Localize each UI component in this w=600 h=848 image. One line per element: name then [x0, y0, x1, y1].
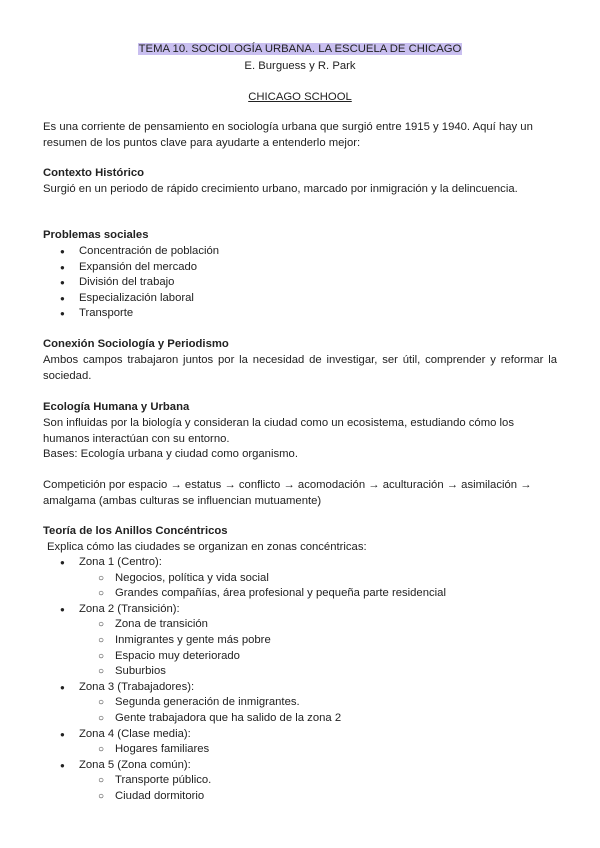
- anillos-intro: Explica cómo las ciudades se organizan en zonas concéntricas:: [47, 541, 367, 553]
- problemas-list: [43, 244, 557, 322]
- list-item: ● Transporte: [43, 306, 557, 322]
- ecologia-bases: Bases: Ecología urbana y ciudad como organismo.: [43, 448, 298, 460]
- ecologia-competicion: Competición por espacio → estatus → conflicto → acomodación → aculturación → asimilación → amalgama (ambas culturas se influencian mutuamente): [43, 479, 532, 507]
- conexion-text: Ambos campos trabajaron juntos por la necesidad de investigar, ser útil, comprender y reformar la sociedad.: [43, 354, 557, 382]
- zone-item: ● Zona 5 (Zona común):: [43, 758, 557, 774]
- zone-subitem: ○ Negocios, política y vida social: [43, 571, 557, 587]
- zone-subitem: ○ Suburbios: [43, 664, 557, 680]
- zone-subitem: ○ Espacio muy deteriorado: [43, 649, 557, 665]
- contexto-text: Surgió en un periodo de rápido crecimiento urbano, marcado por inmigración y la delincuencia.: [43, 183, 518, 195]
- zone-item: ● Zona 4 (Clase media):: [43, 727, 557, 743]
- subtitle-line: [0, 89, 600, 105]
- zone-subitem: ○ Segunda generación de inmigrantes.: [43, 695, 557, 711]
- ecologia-text: Son influidas por la biología y consideran la ciudad como un ecosistema, estudiando cómo los humanos interactúan con su entorno.: [43, 417, 514, 445]
- document-title: TEMA 10. SOCIOLOGÍA URBANA. LA ESCUELA DE CHICAGO: [138, 43, 462, 55]
- list-item: ● Concentración de población: [43, 244, 557, 260]
- zone-item: ● Zona 3 (Trabajadores):: [43, 680, 557, 696]
- anillos-heading: Teoría de los Anillos Concéntricos: [43, 525, 228, 537]
- problemas-heading: Problemas sociales: [43, 229, 149, 241]
- contexto-heading: Contexto Histórico: [43, 167, 145, 179]
- list-item: ● División del trabajo: [43, 275, 557, 291]
- intro-paragraph: Es una corriente de pensamiento en sociología urbana que surgió entre 1915 y 1940. Aquí hay un resumen de los puntos clave para ayudarte a entenderlo mejor:: [43, 121, 533, 149]
- zone-subitem: ○ Inmigrantes y gente más pobre: [43, 633, 557, 649]
- zone-subitem: ○ Gente trabajadora que ha salido de la zona 2: [43, 711, 557, 727]
- zone-subitem: ○ Zona de transición: [43, 617, 557, 633]
- document-title-line: [0, 41, 600, 57]
- subtitle: CHICAGO SCHOOL: [248, 91, 352, 103]
- zone-item: ● Zona 1 (Centro):: [43, 555, 557, 571]
- authors: E. Burguess y R. Park: [244, 60, 356, 72]
- ecologia-heading: Ecología Humana y Urbana: [43, 401, 190, 413]
- zone-subitem: ○ Hogares familiares: [43, 742, 557, 758]
- zone-subitem: ○ Ciudad dormitorio: [43, 789, 557, 805]
- zone-subitem: ○ Transporte público.: [43, 773, 557, 789]
- list-item: ● Expansión del mercado: [43, 260, 557, 276]
- list-item: ● Especialización laboral: [43, 291, 557, 307]
- zonas-list: [43, 555, 557, 805]
- zone-item: ● Zona 2 (Transición):: [43, 602, 557, 618]
- conexion-heading: Conexión Sociología y Periodismo: [43, 338, 229, 350]
- zone-subitem: ○ Grandes compañías, área profesional y pequeña parte residencial: [43, 586, 557, 602]
